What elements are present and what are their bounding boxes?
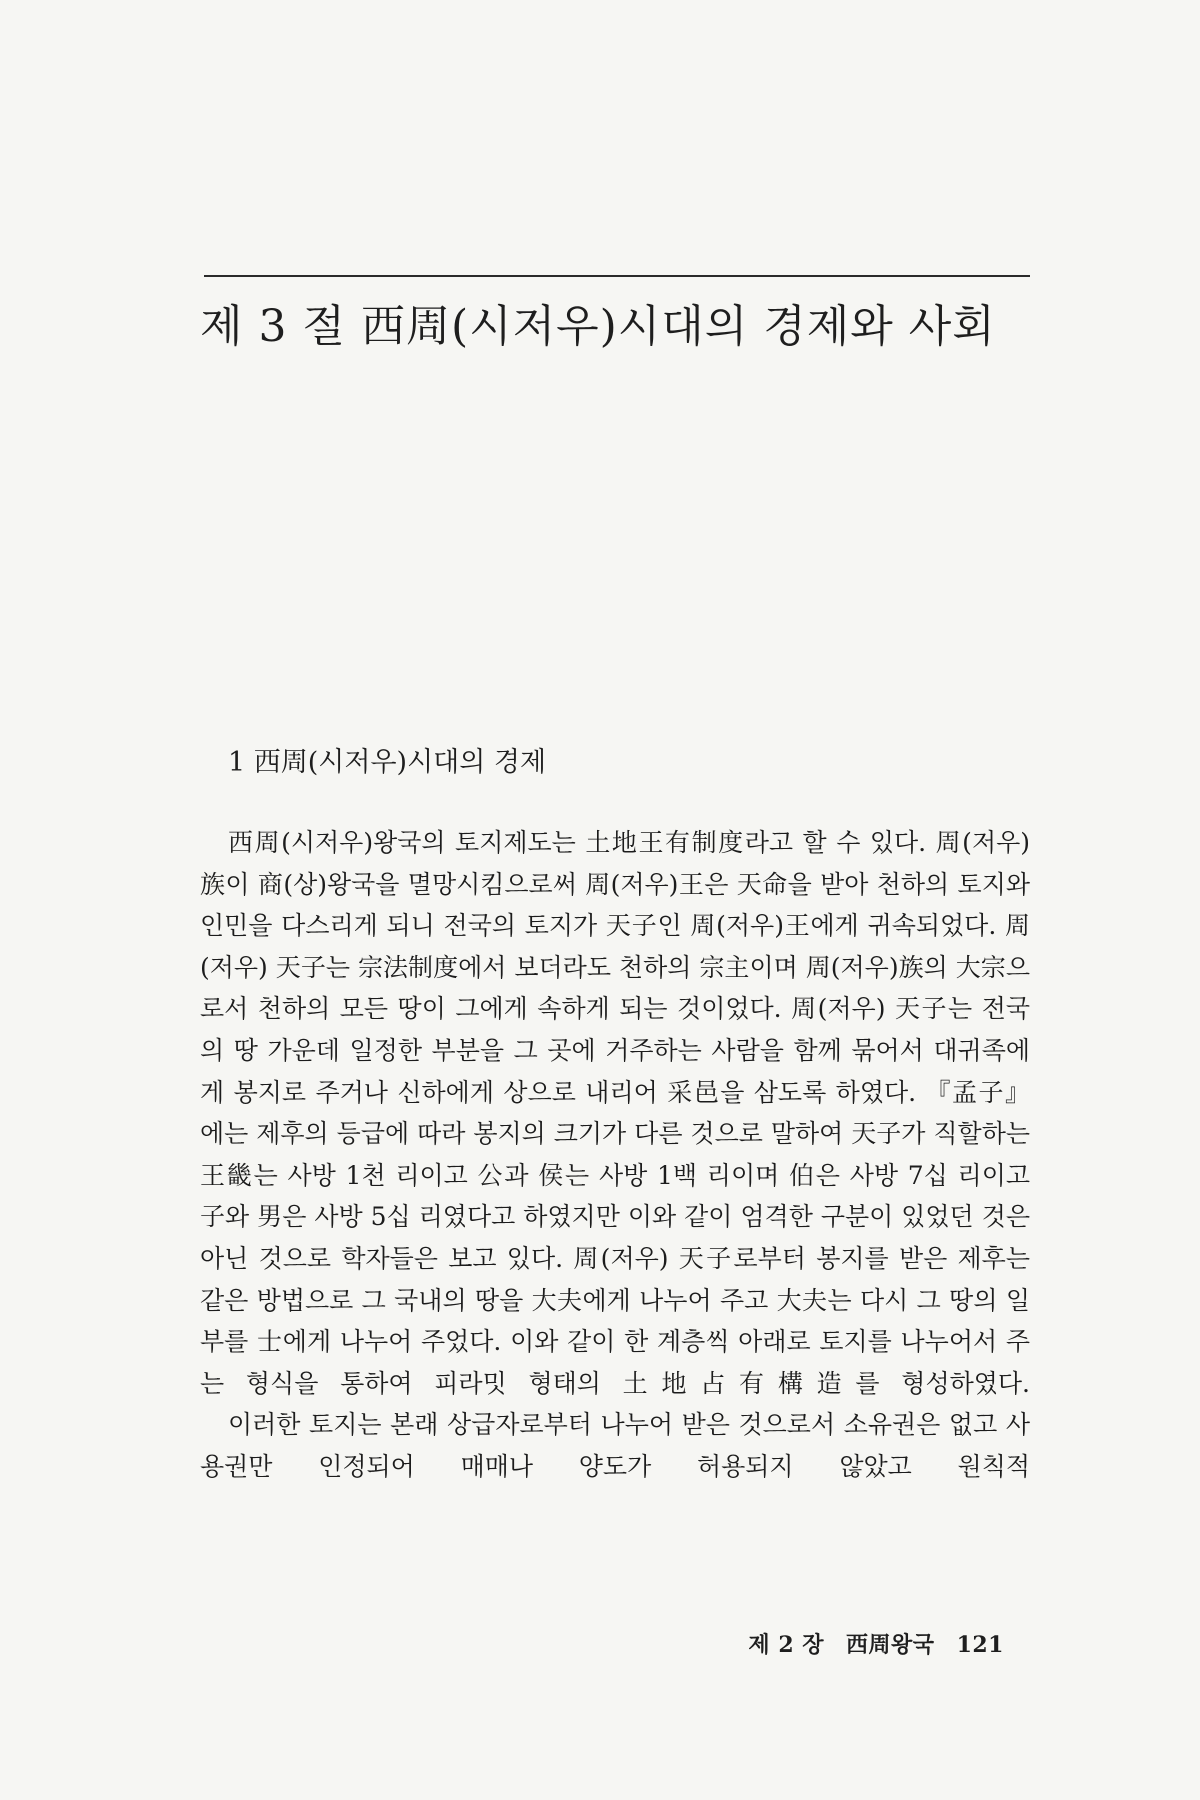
paragraph: 西周(시저우)왕국의 토지제도는 土地王有制度라고 할 수 있다. 周(저우)族이 商(상)왕국을 멸망시킴으로써 周(저우)王은 天命을 받아 천하의 토지와 인민을 다스리게 되니 전국의 토지가 天子인 周(저우)王에게 귀속되었다. 周(저우) 天子는 宗法制度에서 보더라도 천하의 宗主이며 周(저우)族의 大宗으로서 천하의 모든 땅이 그에게 속하게 되는 것이었다. 周(저우) 天子는 전국의 땅 가운데 일정한 부분을 그 곳에 거주하는 사람을 함께 묶어서 대귀족에게 봉지로 주거나 신하에게 상으로 내리어 采邑을 삼도록 하였다. 『孟子』에는 제후의 등급에 따라 봉지의 크기가 다른 것으로 말하여 天子가 직할하는 王畿는 사방 1천 리이고 公과 侯는 사방 1백 리이며 伯은 사방 7십 리이고 子와 男은 사방 5십 리였다고 하였지만 이와 같이 엄격한 구분이 있었던 것은 아닌 것으로 학자들은 보고 있다. 周(저우) 天子로부터 봉지를 받은 제후는 같은 방법으로 그 국내의 땅을 大夫에게 나누어 주고 大夫는 다시 그 땅의 일부를 士에게 나누어 주었다. 이와 같이 한 계층씩 아래로 토지를 나누어서 주는 형식을 통하여 피라밋 형태의 土地占有構造를 형성하였다. xyxy=(200,828,1030,1398)
running-footer xyxy=(748,1628,1004,1659)
section-heading: 1 西周(시저우)시대의 경제 xyxy=(228,747,547,778)
paragraph: 이러한 토지는 본래 상급자로부터 나누어 받은 것으로서 소유권은 없고 사용권만 인정되어 매매나 양도가 허용되지 않았고 원칙적 xyxy=(200,1410,1030,1481)
chapter-heading: 제 3 절 西周(시저우)시대의 경제와 사회 xyxy=(200,301,996,352)
body-text xyxy=(200,822,1030,1488)
footer-chapter: 제 2 장 xyxy=(748,1632,825,1658)
page-number: 121 xyxy=(956,1632,1004,1658)
footer-title: 西周왕국 xyxy=(846,1632,935,1658)
heading-rule xyxy=(204,275,1030,277)
